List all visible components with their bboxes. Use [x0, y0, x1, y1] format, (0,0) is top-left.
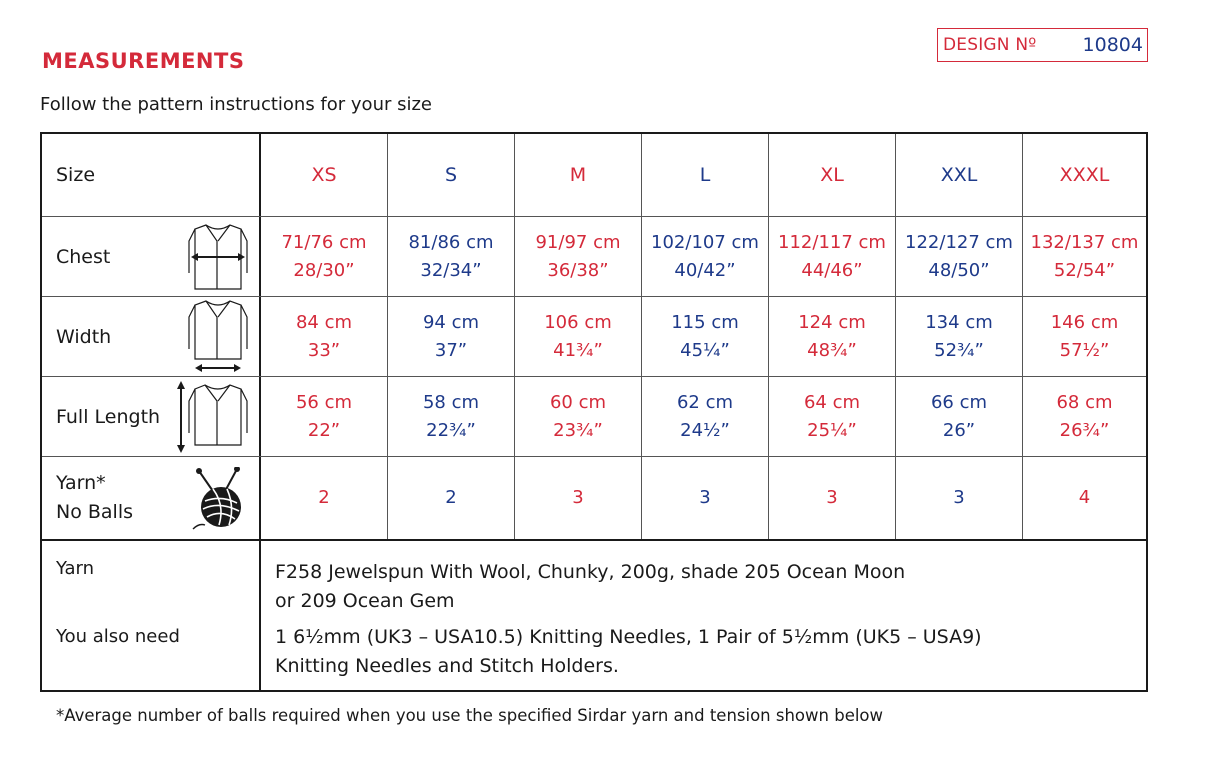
- size-l: L: [642, 134, 769, 216]
- chest-in: 28/30”: [293, 259, 355, 281]
- yarn-balls-value: 3: [642, 457, 769, 539]
- width-cm: 84 cm: [295, 311, 353, 333]
- full-length-label: Full Length: [56, 405, 161, 428]
- chest-row: [42, 217, 1146, 297]
- also-need-text-line2: Knitting Needles and Stitch Holders.: [275, 655, 619, 677]
- also-need-label: You also need: [56, 626, 180, 647]
- full-length-cm: 60 cm: [549, 391, 607, 413]
- full-length-in: 22¾”: [426, 419, 476, 441]
- cardigan-width-diagram-icon: [187, 297, 249, 375]
- full-length-cell: [769, 377, 896, 456]
- full-length-row: [42, 377, 1146, 457]
- chest-cm: 112/117 cm: [778, 231, 886, 253]
- width-cm: 124 cm: [798, 311, 866, 333]
- chest-cm: 81/86 cm: [408, 231, 494, 253]
- yarn-balls-value: 2: [388, 457, 515, 539]
- yarn-balls-label-cell: [42, 457, 261, 539]
- chest-cm: 132/137 cm: [1030, 231, 1139, 253]
- design-label: DESIGN Nº: [943, 35, 1037, 55]
- size-xxxl: XXXL: [1059, 164, 1110, 186]
- cardigan-chest-diagram-icon: [187, 219, 249, 295]
- design-number-box: [937, 28, 1148, 62]
- full-length-cell: [642, 377, 769, 456]
- page-title: MEASUREMENTS: [42, 49, 245, 73]
- yarn-balls-label-line2: No Balls: [56, 501, 134, 523]
- size-xs: XS: [261, 134, 388, 216]
- width-label: Width: [56, 325, 112, 348]
- width-cm: 115 cm: [671, 311, 739, 333]
- chest-cell: [1023, 217, 1146, 296]
- yarn-balls-value: 3: [515, 457, 642, 539]
- yarn-text-line2: or 209 Ocean Gem: [275, 590, 455, 612]
- design-number: 10804: [1082, 34, 1143, 56]
- chest-in: 32/34”: [420, 259, 482, 281]
- full-length-in: 25¼”: [807, 419, 857, 441]
- width-cell: [261, 297, 388, 376]
- materials-text: [261, 541, 1146, 692]
- chest-label: Chest: [56, 245, 111, 268]
- full-length-cm: 64 cm: [803, 391, 861, 413]
- width-cm: 94 cm: [422, 311, 480, 333]
- chest-in: 52/54”: [1053, 259, 1116, 281]
- width-in: 33”: [307, 339, 341, 361]
- chest-cell: [896, 217, 1023, 296]
- cardigan-length-diagram-icon: [175, 379, 249, 455]
- chest-in: 36/38”: [547, 259, 609, 281]
- width-cm: 134 cm: [925, 311, 993, 333]
- yarn-balls-value: 3: [896, 457, 1023, 539]
- full-length-in: 26¾”: [1059, 419, 1110, 441]
- size-row: [42, 134, 1146, 217]
- full-length-cell: [261, 377, 388, 456]
- width-cell: [515, 297, 642, 376]
- full-length-in: 26”: [942, 419, 976, 441]
- chest-cell: [261, 217, 388, 296]
- full-length-cell: [515, 377, 642, 456]
- size-xxl: XXL: [896, 134, 1023, 216]
- width-cm: 106 cm: [544, 311, 612, 333]
- footnote: *Average number of balls required when you use the specified Sirdar yarn and tension shown below: [56, 706, 884, 725]
- chest-cm: 71/76 cm: [281, 231, 367, 253]
- chest-in: 48/50”: [928, 259, 990, 281]
- width-in: 41¾”: [553, 339, 603, 361]
- width-cell: [769, 297, 896, 376]
- full-length-cm: 62 cm: [676, 391, 734, 413]
- full-length-in: 22”: [307, 419, 341, 441]
- chest-in: 40/42”: [674, 259, 736, 281]
- page-subtitle: Follow the pattern instructions for your size: [40, 94, 433, 115]
- full-length-cm: 66 cm: [930, 391, 988, 413]
- chest-label-cell: [42, 217, 261, 296]
- yarn-ball-needles-icon: [191, 467, 249, 533]
- width-label-cell: [42, 297, 261, 376]
- size-xl: XL: [769, 134, 896, 216]
- width-in: 37”: [434, 339, 468, 361]
- materials-section: [42, 541, 1146, 692]
- width-cell: [1023, 297, 1146, 376]
- yarn-balls-label-line1: Yarn*: [56, 472, 106, 494]
- width-cell: [642, 297, 769, 376]
- yarn-balls-value: 3: [769, 457, 896, 539]
- full-length-label-cell: [42, 377, 261, 456]
- chest-cm: 122/127 cm: [905, 231, 1013, 253]
- chest-cm: 102/107 cm: [651, 231, 759, 253]
- chest-cell: [769, 217, 896, 296]
- width-cm: 146 cm: [1050, 311, 1119, 333]
- yarn-balls-value: 2: [261, 457, 388, 539]
- full-length-cm: 56 cm: [295, 391, 353, 413]
- width-in: 57½”: [1059, 339, 1110, 361]
- materials-labels: [42, 541, 261, 692]
- yarn-balls-label: [56, 469, 133, 527]
- chest-cm: 91/97 cm: [535, 231, 621, 253]
- width-row: [42, 297, 1146, 377]
- yarn-balls-row: [42, 457, 1146, 541]
- width-cell: [388, 297, 515, 376]
- full-length-cm: 58 cm: [422, 391, 480, 413]
- full-length-in: 24½”: [680, 419, 730, 441]
- full-length-cell: [388, 377, 515, 456]
- also-need-text-line1: 1 6½mm (UK3 – USA10.5) Knitting Needles, 1 Pair of 5½mm (UK5 – USA9): [275, 626, 982, 648]
- full-length-in: 23¾”: [553, 419, 603, 441]
- width-in: 52¾”: [934, 339, 984, 361]
- chest-cell: [388, 217, 515, 296]
- chest-in: 44/46”: [801, 259, 863, 281]
- size-label: Size: [42, 134, 261, 216]
- chest-cell: [515, 217, 642, 296]
- size-s: S: [388, 134, 515, 216]
- yarn-label: Yarn: [56, 558, 95, 579]
- chest-cell: [642, 217, 769, 296]
- full-length-cell: [1023, 377, 1146, 456]
- yarn-balls-value: 4: [1078, 487, 1091, 508]
- size-m: M: [515, 134, 642, 216]
- width-in: 48¾”: [807, 339, 857, 361]
- width-in: 45¼”: [680, 339, 730, 361]
- full-length-cm: 68 cm: [1056, 391, 1113, 413]
- width-cell: [896, 297, 1023, 376]
- measurements-table: [40, 132, 1148, 692]
- yarn-text-line1: F258 Jewelspun With Wool, Chunky, 200g, shade 205 Ocean Moon: [275, 561, 906, 583]
- full-length-cell: [896, 377, 1023, 456]
